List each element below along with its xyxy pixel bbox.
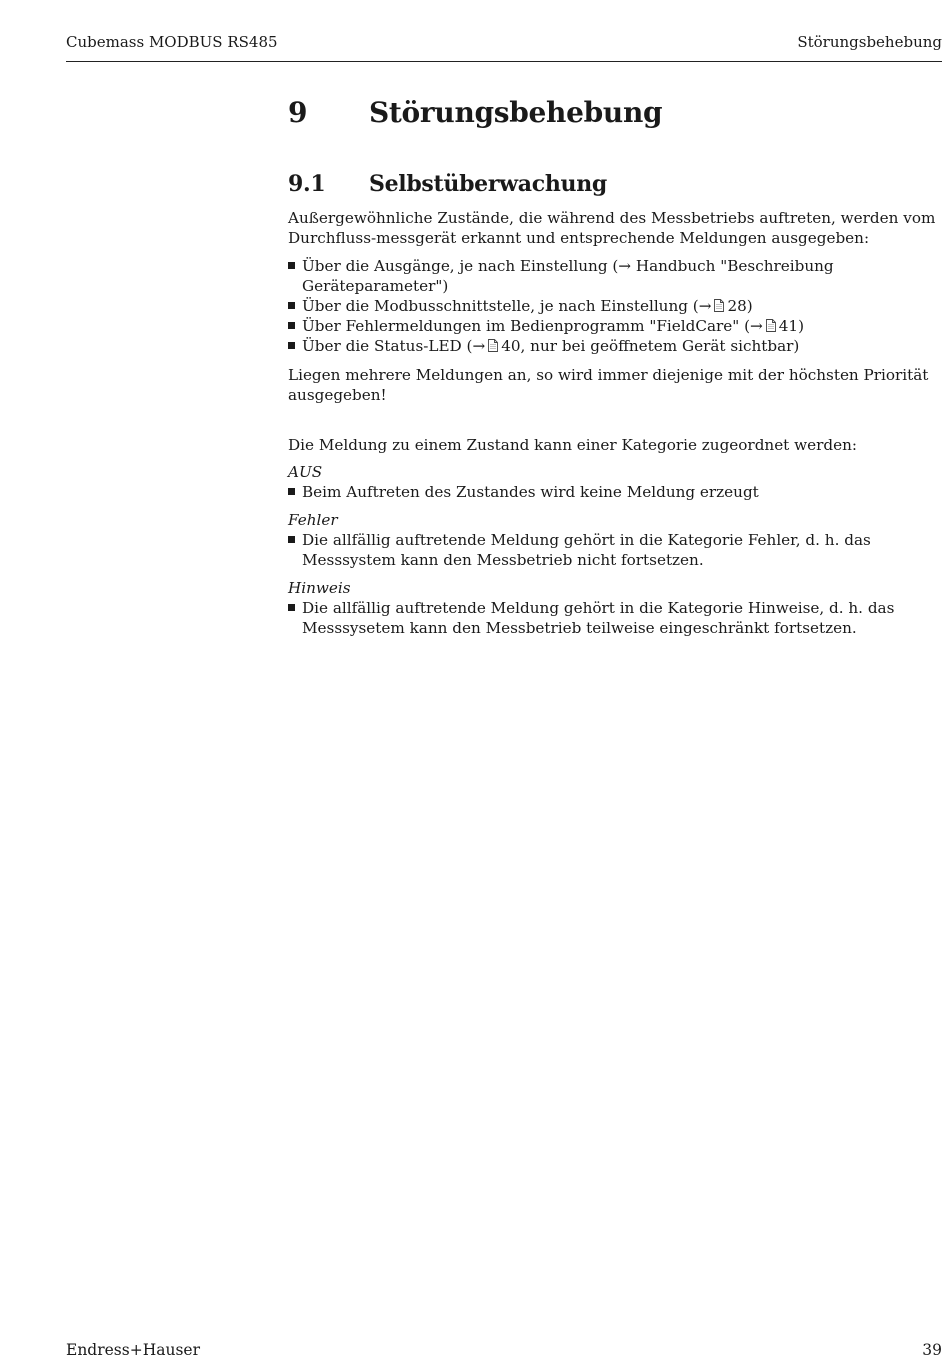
category-list — [288, 598, 942, 638]
chapter-title: Störungsbehebung — [369, 96, 663, 129]
list-item: Die allfällig auftretende Meldung gehört in die Kategorie Fehler, d. h. das Messsystem kann den Messbetrieb nicht fortsetzen. — [288, 530, 942, 570]
list-item-text: ) — [746, 297, 753, 315]
page-reference[interactable]: 41 — [778, 317, 799, 335]
list-item — [288, 296, 942, 316]
footer-company: Endress+Hauser — [66, 1341, 200, 1359]
header-product: Cubemass MODBUS RS485 — [66, 33, 278, 51]
list-item — [288, 336, 942, 356]
list-item: Die allfällig auftretende Meldung gehört in die Kategorie Hinweise, d. h. das Messsysetem kann den Messbetrieb teilweise eingeschränkt fortsetzen. — [288, 598, 942, 638]
main-content — [288, 96, 942, 638]
category-name: Fehler — [288, 511, 338, 529]
intro-paragraph: Außergewöhnliche Zustände, die während des Messbetriebs auftreten, werden vom Durchfluss-messgerät erkannt und entsprechende Meldungen ausgegeben: — [288, 209, 936, 247]
page-reference[interactable]: 28 — [727, 297, 747, 315]
category-list — [288, 530, 942, 570]
category-name: Hinweis — [288, 579, 351, 597]
priority-note: Liegen mehrere Meldungen an, so wird immer diejenige mit der höchsten Priorität ausgegeben! — [288, 366, 929, 404]
page-reference-icon — [766, 319, 776, 332]
section-title: Selbstüberwachung — [369, 171, 607, 197]
section-number: 9.1 — [288, 171, 326, 197]
list-item: Beim Auftreten des Zustandes wird keine Meldung erzeugt — [288, 482, 942, 502]
chapter-heading — [288, 96, 942, 130]
list-item-text: Über die Status-LED (→ — [302, 337, 486, 355]
section-heading — [288, 170, 942, 198]
output-list — [288, 256, 942, 356]
list-item-text: Über Fehlermeldungen im Bedienprogramm "FieldCare" (→ — [302, 317, 763, 335]
page-reference-icon — [714, 299, 724, 312]
page-number: 39 — [922, 1341, 942, 1359]
page-header — [66, 33, 942, 62]
list-item-text: Über die Ausgänge, je nach Einstellung (→ Handbuch "Beschreibung Geräteparameter") — [302, 257, 834, 295]
category-name: AUS — [288, 463, 323, 481]
category-list — [288, 482, 942, 502]
page-reference-icon — [488, 339, 498, 352]
list-item — [288, 316, 942, 336]
list-item-text: , nur bei geöffnetem Gerät sichtbar) — [520, 337, 800, 355]
list-item — [288, 256, 942, 296]
list-item-text: Über die Modbusschnittstelle, je nach Einstellung (→ — [302, 297, 712, 315]
category-intro: Die Meldung zu einem Zustand kann einer Kategorie zugeordnet werden: — [288, 436, 857, 454]
header-chapter: Störungsbehebung — [797, 33, 942, 51]
list-item-text: ) — [798, 317, 805, 335]
page-reference[interactable]: 40 — [501, 337, 521, 355]
chapter-number: 9 — [288, 96, 308, 129]
